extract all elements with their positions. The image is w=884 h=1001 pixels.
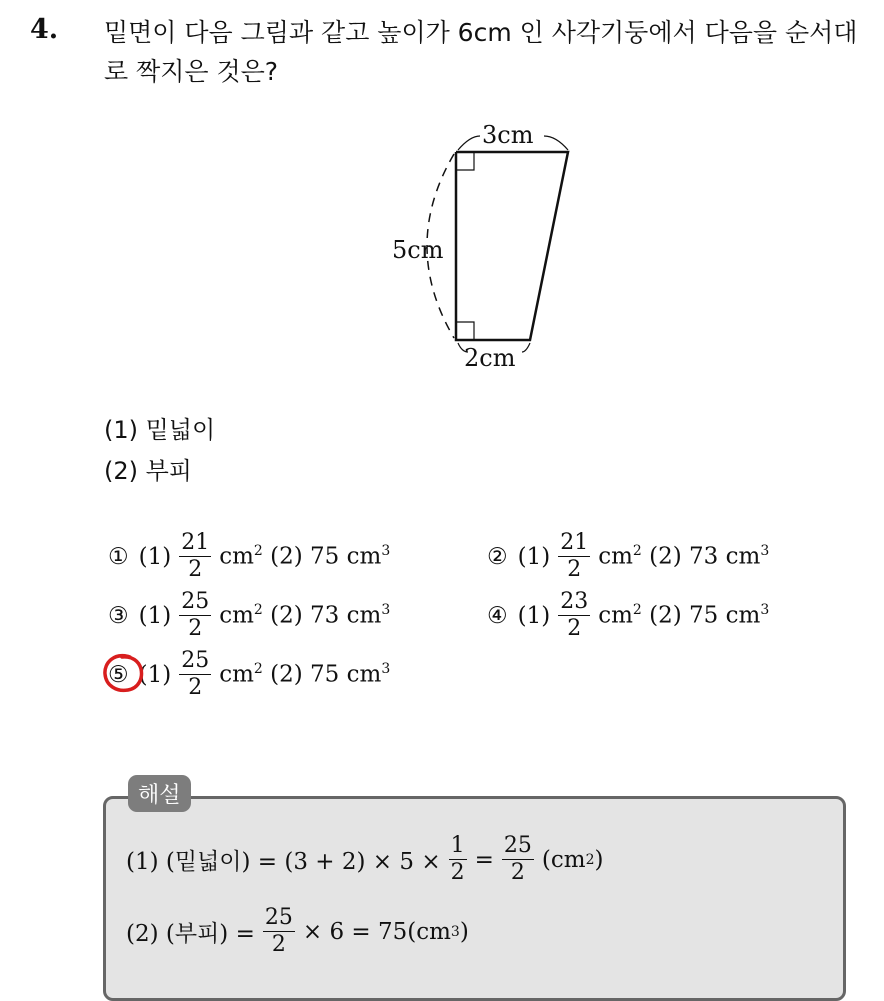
fraction: $\frac{25}{2}$: [181, 648, 210, 700]
label-bottom: 2cm: [464, 344, 516, 372]
trapezoid-figure: [380, 112, 600, 377]
choice-3[interactable]: ③ (1) $\frac{25}{2}$ $cm^2$ (2) 73 $cm^3$: [108, 589, 391, 641]
label-left: 5cm: [392, 236, 444, 264]
choice-2[interactable]: ② (1) $\frac{21}{2}$ $cm^2$ (2) 73 $cm^3$: [487, 530, 770, 582]
solution-box: [103, 796, 846, 1001]
solution-line-1: (1) (밑넓이) = (3 + 2) × 5 × $\frac{1}{2}$ = $\frac{25}{2}$ (cm 2 ): [126, 833, 604, 885]
choice-number: ①: [108, 543, 129, 570]
answer-circle-mark: [100, 651, 146, 695]
choice-4[interactable]: ④ (1) $\frac{23}{2}$ $cm^2$ (2) 75 $cm^3$: [487, 589, 770, 641]
dimension-brace-top: [458, 136, 480, 150]
right-angle-bottom: [456, 322, 474, 340]
fraction: $\frac{21}{2}$: [181, 530, 210, 582]
fraction: $\frac{25}{2}$: [181, 589, 210, 641]
choice-5[interactable]: ⑤ (1) $\frac{25}{2}$ $cm^2$ (2) 75 $cm^3$: [108, 648, 391, 700]
choice-1[interactable]: ① (1) $\frac{21}{2}$ $cm^2$ (2) 75 $cm^3$: [108, 530, 391, 582]
right-angle-top: [456, 152, 474, 170]
condition-2: (2) 부피: [104, 457, 192, 485]
choice-number: ②: [487, 543, 508, 570]
question-number: 4.: [30, 14, 59, 45]
fraction: $\frac{21}{2}$: [560, 530, 589, 582]
choice-number: ③: [108, 602, 129, 629]
solution-tag: 해설: [128, 775, 191, 812]
choice-number: ④: [487, 602, 508, 629]
question-text: 밑면이 다음 그림과 같고 높이가 6cm 인 사각기둥에서 다음을 순서대로 짝지은 것은?: [104, 18, 858, 86]
trapezoid-shape: [456, 152, 568, 340]
solution-line-2: (2) (부피) = $\frac{25}{2}$ × 6 = 75(cm 3 ): [126, 905, 469, 957]
label-top: 3cm: [482, 121, 534, 149]
condition-1: (1) 밑넓이: [104, 416, 216, 444]
choice-number: ⑤: [108, 661, 129, 688]
fraction: $\frac{23}{2}$: [560, 589, 589, 641]
